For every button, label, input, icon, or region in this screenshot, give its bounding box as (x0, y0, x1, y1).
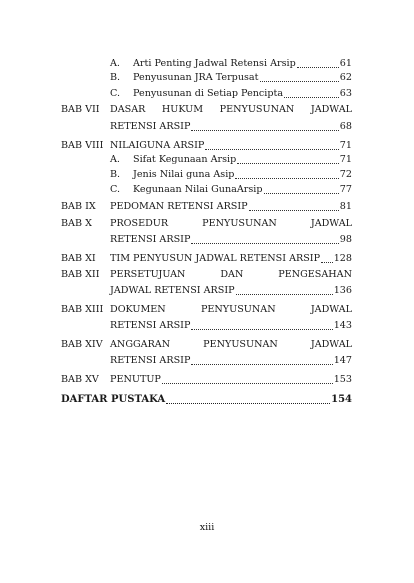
entry-word: PENYUSUNAN (219, 104, 295, 115)
dot-leader (237, 163, 339, 164)
toc-entry-bab-xiii-line2 (110, 317, 352, 332)
entry-word: PENYUSUNAN (202, 218, 277, 229)
dot-leader (264, 193, 339, 194)
dot-leader (191, 364, 332, 365)
entry-letter: B. (110, 169, 121, 180)
entry-title: PEDOMAN RETENSI ARSIP (110, 201, 248, 212)
chapter-number: BAB VII (61, 104, 100, 115)
dot-leader (205, 149, 338, 150)
entry-word: JADWAL (310, 104, 352, 115)
entry-page: 77 (339, 184, 352, 195)
toc-entry-bab-xiv-line1 (110, 336, 352, 351)
entry-title: Jenis Nilai guna Asip (133, 169, 235, 180)
dot-leader (235, 178, 338, 179)
entry-title: PENUTUP (110, 374, 161, 385)
toc-entry-bab-x-line2 (110, 231, 352, 246)
entry-title: Kegunaan Nilai GunaArsip (133, 184, 263, 195)
entry-word: JADWAL (310, 304, 352, 315)
page-number: xiii (199, 522, 215, 533)
entry-page: 81 (339, 201, 352, 212)
entry-word: HUKUM (161, 104, 204, 115)
entry-word: DAN (220, 269, 244, 280)
entry-title: RETENSI ARSIP (110, 234, 191, 245)
entry-title: Penyusunan JRA Terpusat (133, 72, 259, 83)
entry-title: Sifat Kegunaan Arsip (133, 154, 237, 165)
entry-title: Penyusunan di Setiap Pencipta (133, 88, 284, 99)
dot-leader (297, 67, 339, 68)
entry-title: RETENSI ARSIP (110, 121, 191, 132)
entry-page: 68 (339, 121, 352, 132)
toc-entry-bab-xi (110, 250, 352, 265)
entry-word: PENYUSUNAN (200, 304, 276, 315)
entry-title: NILAIGUNA ARSIP (110, 140, 205, 151)
chapter-number: BAB VIII (61, 140, 104, 151)
chapter-number: BAB XI (61, 253, 96, 264)
entry-word: DASAR (110, 104, 146, 115)
toc-entry-bab-vii-line2 (110, 118, 352, 133)
dot-leader (321, 262, 333, 263)
entry-word: PERSETUJUAN (110, 269, 186, 280)
entry-page: 61 (339, 58, 352, 69)
entry-page: 154 (331, 394, 352, 405)
toc-entry-jenis-nilai (110, 166, 352, 181)
toc-entry-bab-x-line1 (110, 215, 352, 230)
chapter-number: BAB IX (61, 201, 96, 212)
entry-page: 143 (333, 320, 352, 331)
toc-entry-arti-penting (110, 55, 352, 70)
entry-page: 98 (339, 234, 352, 245)
dot-leader (191, 329, 332, 330)
dot-leader (162, 383, 333, 384)
dot-leader (284, 97, 339, 98)
dot-leader (166, 403, 330, 404)
entry-page: 153 (333, 374, 352, 385)
toc-entry-jra-terpusat (110, 69, 352, 84)
entry-word: PENGESAHAN (278, 269, 352, 280)
toc-entry-bab-ix (110, 198, 352, 213)
toc-entry-bab-xii-line1 (110, 266, 352, 281)
entry-title: JADWAL RETENSI ARSIP (110, 285, 235, 296)
entry-page: 71 (339, 140, 352, 151)
entry-letter: B. (110, 72, 121, 83)
toc-entry-bab-vii-line1 (110, 101, 352, 116)
toc-entry-bab-xii-line2 (110, 282, 352, 297)
entry-page: 128 (333, 253, 352, 264)
entry-letter: A. (110, 154, 120, 165)
dot-leader (191, 130, 338, 131)
toc-entry-setiap-pencipta (110, 85, 352, 100)
entry-title: TIM PENYUSUN JADWAL RETENSI ARSIP (110, 253, 321, 264)
toc-entry-kegunaan-nilai (110, 181, 352, 196)
dot-leader (249, 210, 339, 211)
chapter-number: BAB XV (61, 374, 99, 385)
entry-page: 147 (333, 355, 352, 366)
entry-word: PROSEDUR (110, 218, 169, 229)
entry-page: 72 (339, 169, 352, 180)
entry-letter: A. (110, 58, 120, 69)
chapter-number: BAB XIV (61, 339, 103, 350)
entry-title: RETENSI ARSIP (110, 355, 191, 366)
toc-entry-bab-viii (110, 137, 352, 152)
entry-word: JADWAL (310, 339, 352, 350)
entry-word: PENYUSUNAN (203, 339, 278, 350)
dot-leader (260, 81, 339, 82)
chapter-number: BAB XII (61, 269, 100, 280)
dot-leader (236, 294, 333, 295)
entry-page: 136 (333, 285, 352, 296)
entry-page: 62 (339, 72, 352, 83)
toc-entry-daftar-pustaka (61, 391, 352, 406)
entry-title: Arti Penting Jadwal Retensi Arsip (133, 58, 296, 69)
toc-entry-bab-xiii-line1 (110, 301, 352, 316)
entry-word: ANGGARAN (110, 339, 171, 350)
chapter-number: BAB X (61, 218, 92, 229)
entry-page: 71 (339, 154, 352, 165)
entry-word: DOKUMEN (110, 304, 166, 315)
entry-title: RETENSI ARSIP (110, 320, 191, 331)
toc-entry-sifat-kegunaan (110, 151, 352, 166)
toc-entry-bab-xv (110, 371, 352, 386)
entry-word: JADWAL (310, 218, 352, 229)
entry-letter: C. (110, 184, 121, 195)
entry-letter: C. (110, 88, 121, 99)
toc-entry-bab-xiv-line2 (110, 352, 352, 367)
dot-leader (191, 243, 338, 244)
chapter-number: BAB XIII (61, 304, 104, 315)
entry-page: 63 (339, 88, 352, 99)
entry-title: DAFTAR PUSTAKA (61, 394, 166, 405)
